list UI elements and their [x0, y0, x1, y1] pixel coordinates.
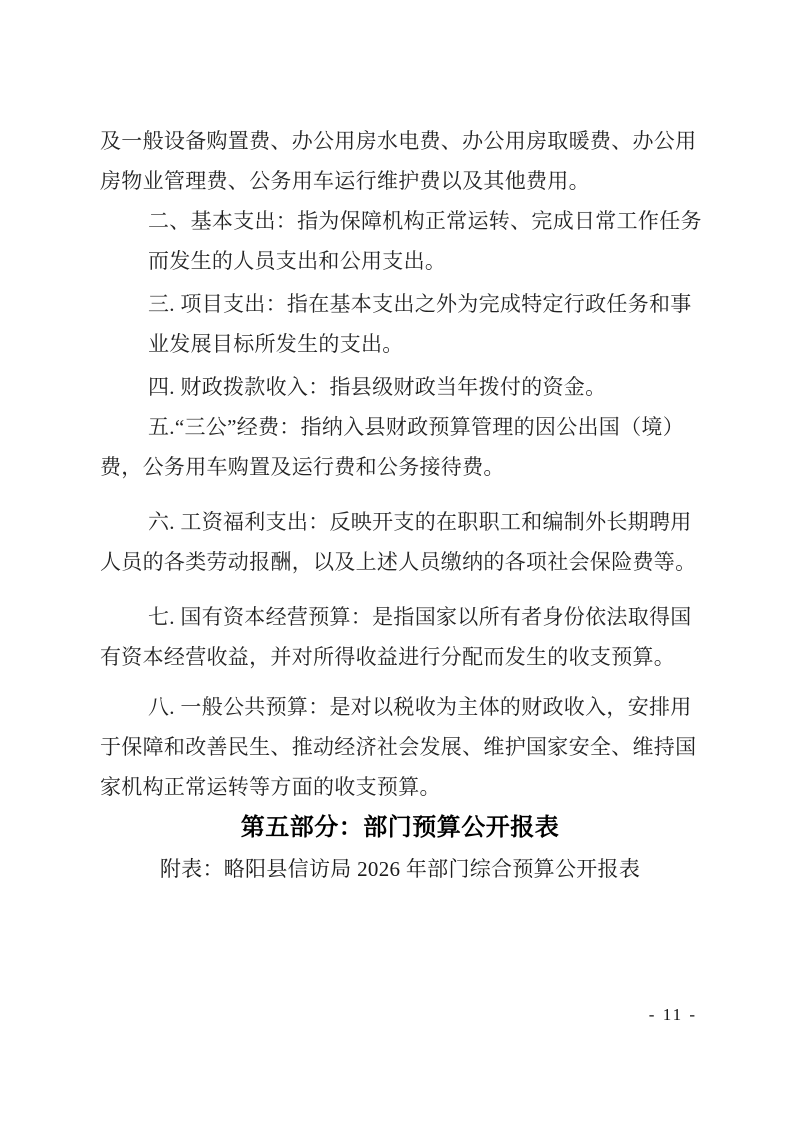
body-line: 二、基本支出：指为保障机构正常运转、完成日常工作任务 [148, 209, 702, 233]
body-line: 六. 工资福利支出：反映开支的在职职工和编制外长期聘用 [148, 510, 692, 534]
body-line: 八. 一般公共预算：是对以税收为主体的财政收入，安排用 [148, 695, 692, 719]
paragraph [100, 367, 700, 407]
appendix-subheading: 附表：略阳县信访局 2026 年部门综合预算公开报表 [159, 857, 641, 881]
body-line: 而发生的人员支出和公用支出。 [148, 249, 447, 273]
paragraph [100, 121, 700, 201]
document-body [100, 121, 700, 889]
body-line: 四. 财政拨款收入：指县级财政当年拨付的资金。 [148, 375, 607, 399]
paragraph [100, 201, 700, 281]
body-line: 家机构正常运转等方面的收支预算。 [100, 775, 441, 799]
paragraph [100, 597, 700, 677]
page-number: - 11 - [648, 1005, 697, 1024]
body-line: 及一般设备购置费、办公用房水电费、办公用房取暖费、办公用 [100, 129, 697, 153]
body-line: 有资本经营收益，并对所得收益进行分配而发生的收支预算。 [100, 645, 676, 669]
body-line: 房物业管理费、公务用车运行维护费以及其他费用。 [100, 169, 590, 193]
body-line: 人员的各类劳动报酬，以及上述人员缴纳的各项社会保险费等。 [100, 550, 697, 574]
paragraph [100, 407, 700, 487]
paragraph [100, 502, 700, 582]
paragraph [100, 687, 700, 807]
paragraph [100, 284, 700, 364]
section-heading: 第五部分：部门预算公开报表 [240, 815, 560, 841]
body-line: 业发展目标所发生的支出。 [148, 332, 404, 356]
body-line: 费，公务用车购置及运行费和公务接待费。 [100, 455, 505, 479]
body-line: 五.“三公”经费：指纳入县财政预算管理的因公出国（境） [148, 415, 684, 439]
body-line: 于保障和改善民生、推动经济社会发展、维护国家安全、维持国 [100, 735, 697, 759]
body-line: 三. 项目支出：指在基本支出之外为完成特定行政任务和事 [148, 292, 692, 316]
body-line: 七. 国有资本经营预算：是指国家以所有者身份依法取得国 [148, 605, 692, 629]
